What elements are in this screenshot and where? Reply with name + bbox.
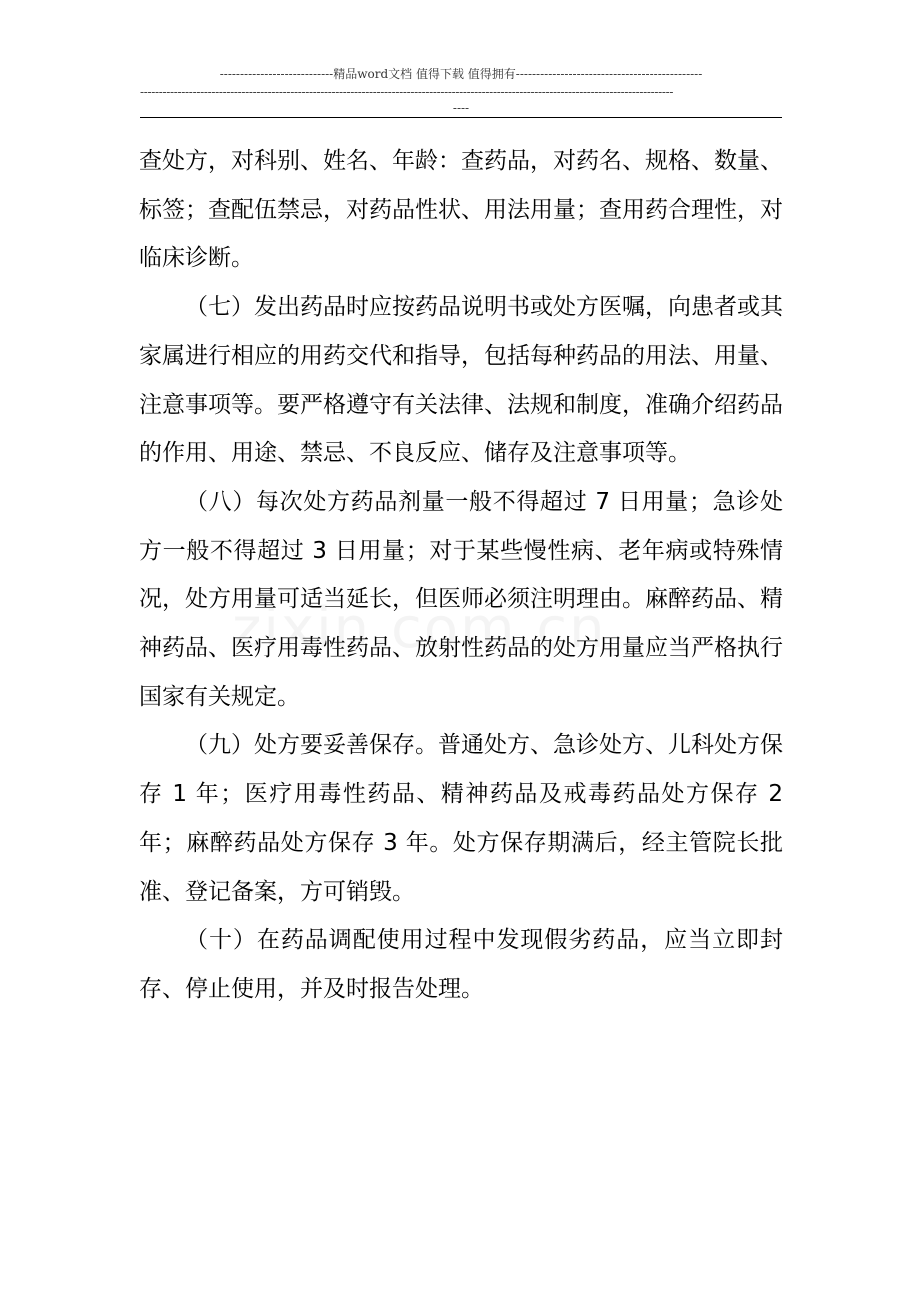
paragraph-item-10: （十）在药品调配使用过程中发现假劣药品，应当立即封存、停止使用，并及时报告处理。 <box>139 927 783 1002</box>
header-banner: ----------------------------精品word文档 值得下载 值得拥有---------------------------------------------- <box>219 67 703 81</box>
paragraph-item-7: （七）发出药品时应按药品说明书或处方医嘱，向患者或其家属进行相应的用药交代和指导，包括每种药品的用法、用量、注意事项等。要严格遵守有关法律、法规和制度，准确介绍药品的作用、用途、禁忌、不良反应、储存及注意事项等。 <box>139 294 783 467</box>
page-header <box>140 64 782 116</box>
document-body <box>139 137 783 1014</box>
paragraph-item-8: （八）每次处方药品剂量一般不得超过 7 日用量；急诊处方一般不得超过 3 日用量；对于某些慢性病、老年病或特殊情况，处方用量可适当延长，但医师必须注明理由。麻醉药品、精神药品、医疗用毒性药品、放射性药品的处方用量应当严格执行国家有关规定。 <box>139 488 783 710</box>
header-dash-line: ---------------------------------------------------------------------------------------------------------------------------------------------- <box>140 85 674 99</box>
paragraph-continuation: 查处方，对科别、姓名、年龄：查药品，对药名、规格、数量、标签；查配伍禁忌，对药品性状、用法用量；查用药合理性，对临床诊断。 <box>139 148 783 272</box>
paragraph-item-9: （九）处方要妥善保存。普通处方、急诊处方、儿科处方保存 1 年；医疗用毒性药品、精神药品及戒毒药品处方保存 2 年；麻醉药品处方保存 3 年。处方保存期满后，经主管院长批准、登记备案，方可销毁。 <box>139 732 783 905</box>
header-dash-tail: ---- <box>452 101 470 115</box>
header-rule <box>140 117 782 118</box>
